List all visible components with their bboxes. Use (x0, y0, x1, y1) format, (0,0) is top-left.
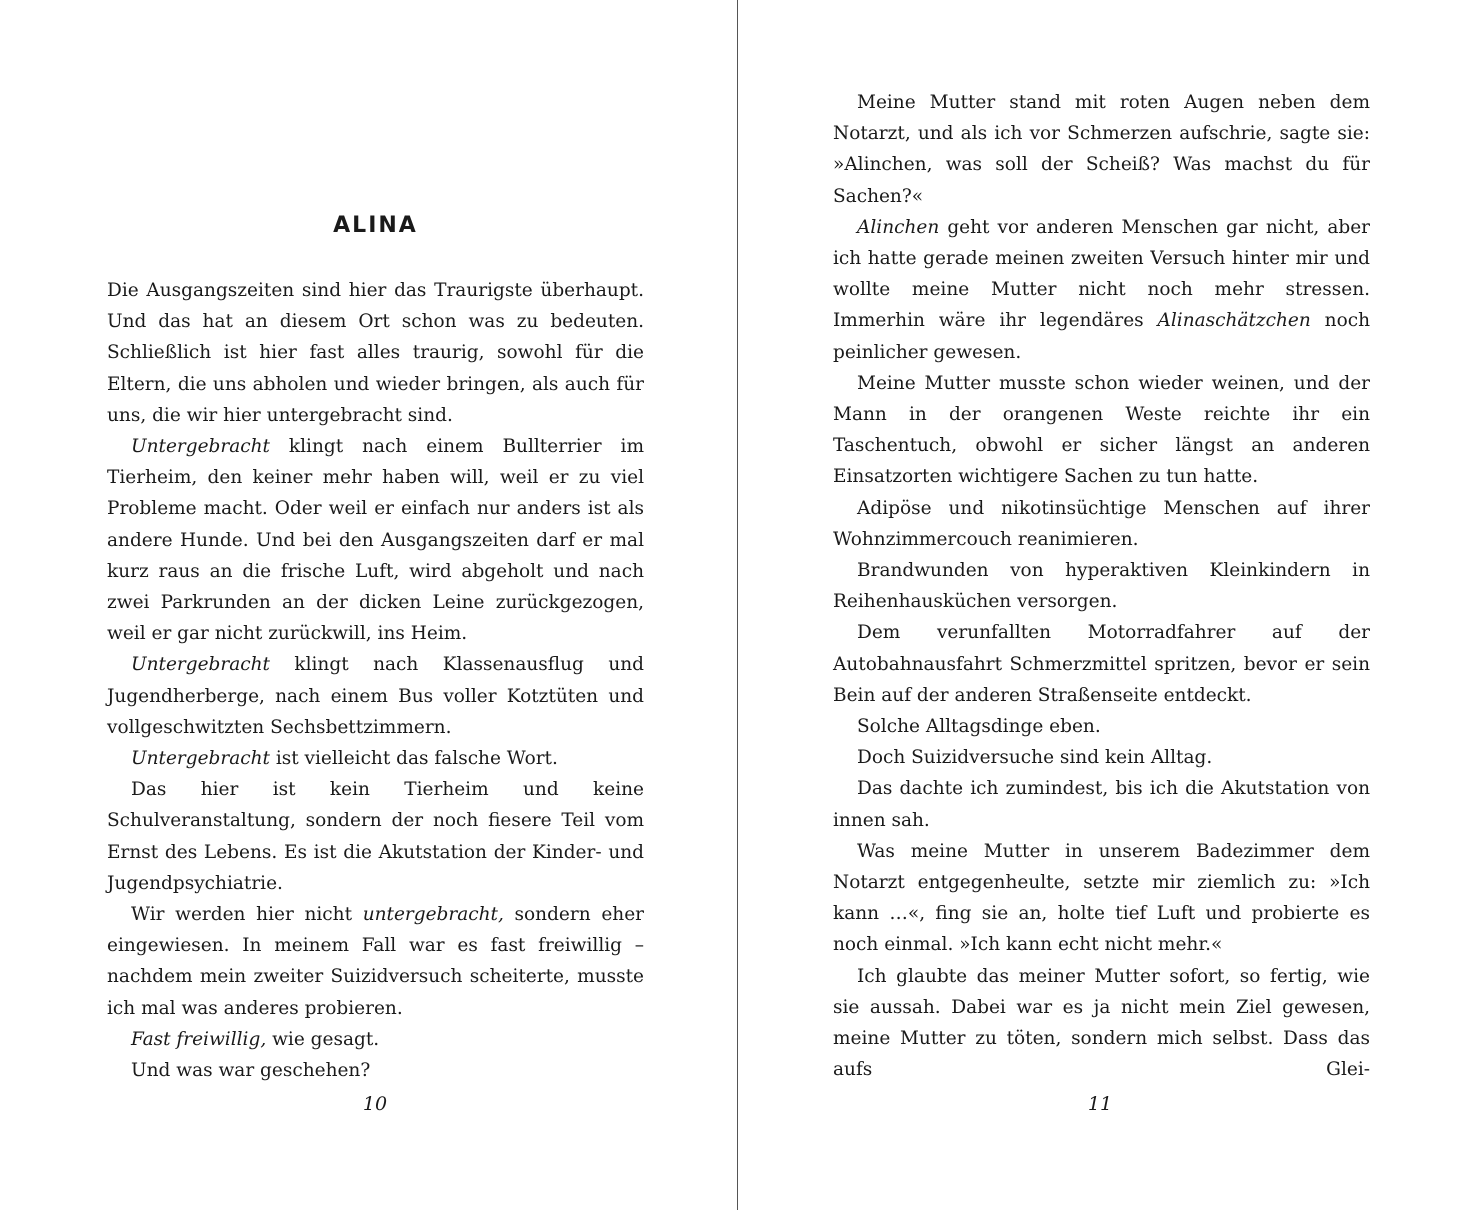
chapter-title: ALINA (333, 213, 418, 238)
paragraph (833, 836, 1370, 961)
text-run: Und was war geschehen? (131, 1060, 371, 1082)
paragraph (833, 711, 1370, 742)
paragraph (833, 773, 1370, 835)
paragraph (107, 1024, 644, 1055)
italic-text-run: Fast freiwillig, (131, 1028, 267, 1050)
text-run: sondern eher eingewiesen. In meinem Fall war es fast freiwillig – nachdem mein zweiter Suizidversuch scheiterte, musste ich mal was anderes probieren. (107, 904, 644, 1019)
paragraph (107, 774, 644, 899)
paragraph (107, 899, 644, 1024)
paragraph (833, 493, 1370, 555)
paragraph (833, 961, 1370, 1086)
paragraph (833, 87, 1370, 212)
page-number-left: 10 (362, 1093, 388, 1115)
text-run: wie gesagt. (266, 1028, 380, 1050)
text-run: Wir werden hier nicht (131, 904, 363, 926)
italic-text-run: untergebracht, (362, 904, 504, 926)
text-run: klingt nach Klassenausflug und Jugendherberge, nach einem Bus voller Kotztüten und vollgeschwitzten Sechsbettzimmern. (107, 654, 644, 738)
paragraph (107, 275, 644, 431)
text-run: Ich glaubte das meiner Mutter sofort, so fertig, wie sie aussah. Dabei war es ja nicht mein Ziel gewesen, meine Mutter zu töten, sondern mich selbst. Dass das aufs Glei- (833, 965, 1370, 1081)
text-run: noch peinlicher gewesen. (833, 310, 1370, 363)
paragraph (107, 431, 644, 649)
paragraph (833, 555, 1370, 617)
text-run: klingt nach einem Bullterrier im Tierheim, den keiner mehr haben will, weil er zu viel Probleme macht. Oder weil er einfach nur anders ist als andere Hunde. Und bei den Ausgangszeiten darf er mal kurz raus an die frische Luft, wird abgeholt und nach zwei Parkrunden an der dicken Leine zurückgezogen, weil er gar nicht zurückwill, ins Heim. (107, 436, 644, 645)
paragraph (833, 368, 1370, 493)
text-run: Adipöse und nikotinsüchtige Menschen auf ihrer Wohnzimmercouch reanimieren. (833, 497, 1370, 550)
text-run: Die Ausgangszeiten sind hier das Traurigste überhaupt. Und das hat an diesem Ort schon was zu bedeuten. Schließlich ist hier fast alles traurig, sowohl für die Eltern, die uns abholen und wieder bringen, als auch für uns, die wir hier untergebracht sind. (107, 280, 644, 426)
right-page (738, 0, 1476, 1210)
paragraph (107, 1055, 644, 1086)
text-run: Brandwunden von hyperaktiven Kleinkindern in Reihenhausküchen versorgen. (833, 560, 1370, 613)
right-page-body (833, 87, 1370, 1086)
page-number-right: 11 (1087, 1093, 1113, 1115)
text-run: Solche Alltagsdinge eben. (857, 716, 1101, 738)
left-page (0, 0, 737, 1210)
paragraph (833, 617, 1370, 711)
italic-text-run: Untergebracht (131, 748, 270, 770)
text-run: Meine Mutter musste schon wieder weinen, und der Mann in der orangenen Weste reichte ihr ein Taschentuch, obwohl er sicher längst an anderen Einsatzorten wichtigere Sachen zu tun hatte. (833, 372, 1370, 488)
text-run: ist vielleicht das falsche Wort. (269, 748, 558, 770)
italic-text-run: Alinaschätzchen (1157, 310, 1311, 332)
text-run: Was meine Mutter in unserem Badezimmer dem Notarzt entgegenheulte, setzte mir ziemlich zu: »Ich kann …«, fing sie an, holte tief Luft und probierte es noch einmal. »Ich kann echt nicht mehr.« (833, 840, 1370, 956)
italic-text-run: Alinchen (857, 216, 940, 238)
left-page-body (107, 275, 644, 1086)
text-run: Meine Mutter stand mit roten Augen neben dem Notarzt, und als ich vor Schmerzen aufschrie, sagte sie: »Alinchen, was soll der Scheiß? Was machst du für Sachen?« (833, 92, 1370, 207)
paragraph (833, 212, 1370, 368)
text-run: Doch Suizidversuche sind kein Alltag. (857, 747, 1213, 769)
paragraph (833, 742, 1370, 773)
italic-text-run: Untergebracht (131, 654, 270, 676)
paragraph (107, 743, 644, 774)
italic-text-run: Untergebracht (131, 436, 270, 458)
text-run: geht vor anderen Menschen gar nicht, aber ich hatte gerade meinen zweiten Versuch hinter mir und wollte meine Mutter nicht noch mehr stressen. Immerhin wäre ihr legendäres (833, 216, 1370, 332)
text-run: Das dachte ich zumindest, bis ich die Akutstation von innen sah. (833, 778, 1370, 831)
paragraph (107, 649, 644, 743)
text-run: Dem verunfallten Motorradfahrer auf der Autobahnausfahrt Schmerzmittel spritzen, bevor er sein Bein auf der anderen Straßenseite entdeckt. (833, 622, 1370, 706)
text-run: Das hier ist kein Tierheim und keine Schulveranstaltung, sondern der noch fiesere Teil vom Ernst des Lebens. Es ist die Akutstation der Kinder- und Jugendpsychiatrie. (107, 779, 644, 894)
